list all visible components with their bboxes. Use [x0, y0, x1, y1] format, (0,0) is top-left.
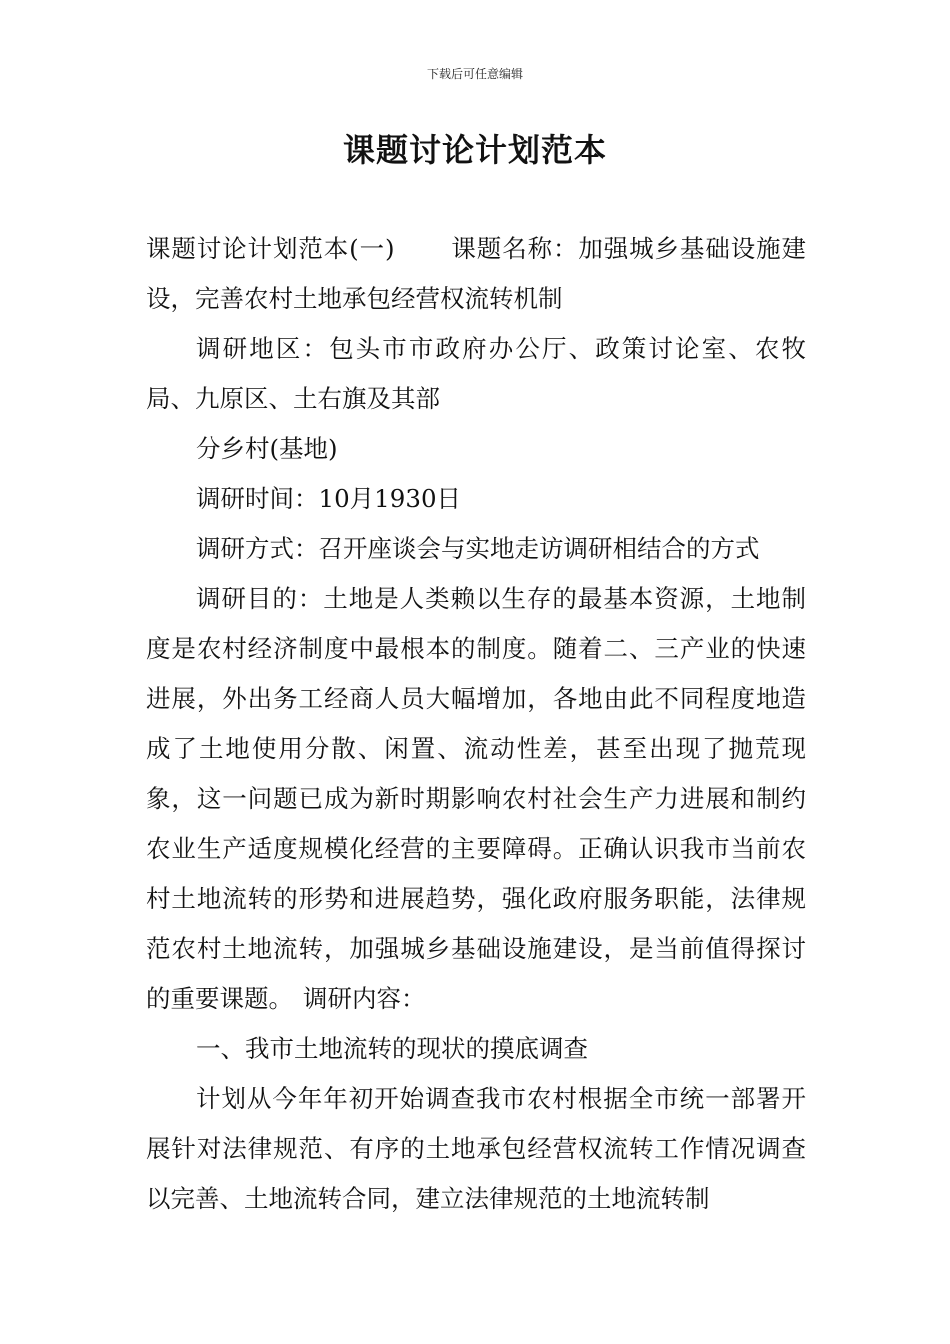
document-title: 课题讨论计划范本: [342, 131, 607, 169]
intro-part-1: 课题讨论计划范本(一): [146, 234, 395, 263]
header-note: 下载后可任意编辑: [426, 67, 523, 81]
survey-method-paragraph: 调研方式：召开座谈会与实地走访调研相结合的方式: [196, 534, 760, 563]
survey-purpose-paragraph: [146, 574, 806, 1024]
intro-part-2: 课题名称：加强城乡基础设施建设，完善农村土地承包经营权流转机制: [146, 234, 806, 313]
survey-purpose-text: 调研目的：土地是人类赖以生存的最基本资源，土地制度是农村经济制度中最根本的制度。随着二、三产业的快速进展，外出务工经商人员大幅增加，各地由此不同程度地造成了土地使用分散、闲置、流动性差，甚至出现了抛荒现象，这一问题已成为新时期影响农村社会生产力进展和制约农业生产适度规模化经营的主要障碍。正确认识我市当前农村土地流转的形势和进展趋势，强化政府服务职能，法律规范农村土地流转，加强城乡基础设施建设，是当前值得探讨的重要课题。: [146, 584, 806, 1013]
intro-paragraph: [146, 224, 806, 324]
section-1-heading: 一、我市土地流转的现状的摸底调查: [196, 1034, 588, 1063]
document-body: [146, 224, 806, 1224]
survey-content-label: 调研内容：: [303, 984, 426, 1013]
survey-area-paragraph: 调研地区：包头市市政府办公厅、政策讨论室、农牧局、九原区、土右旗及其部: [146, 334, 806, 413]
survey-area-continued: 分乡村(基地): [196, 434, 338, 463]
section-1-body: 计划从今年年初开始调查我市农村根据全市统一部署开展针对法律规范、有序的土地承包经营权流转工作情况调查以完善、土地流转合同，建立法律规范的土地流转制: [146, 1084, 806, 1213]
survey-time-paragraph: 调研时间：10月1930日: [196, 484, 462, 513]
